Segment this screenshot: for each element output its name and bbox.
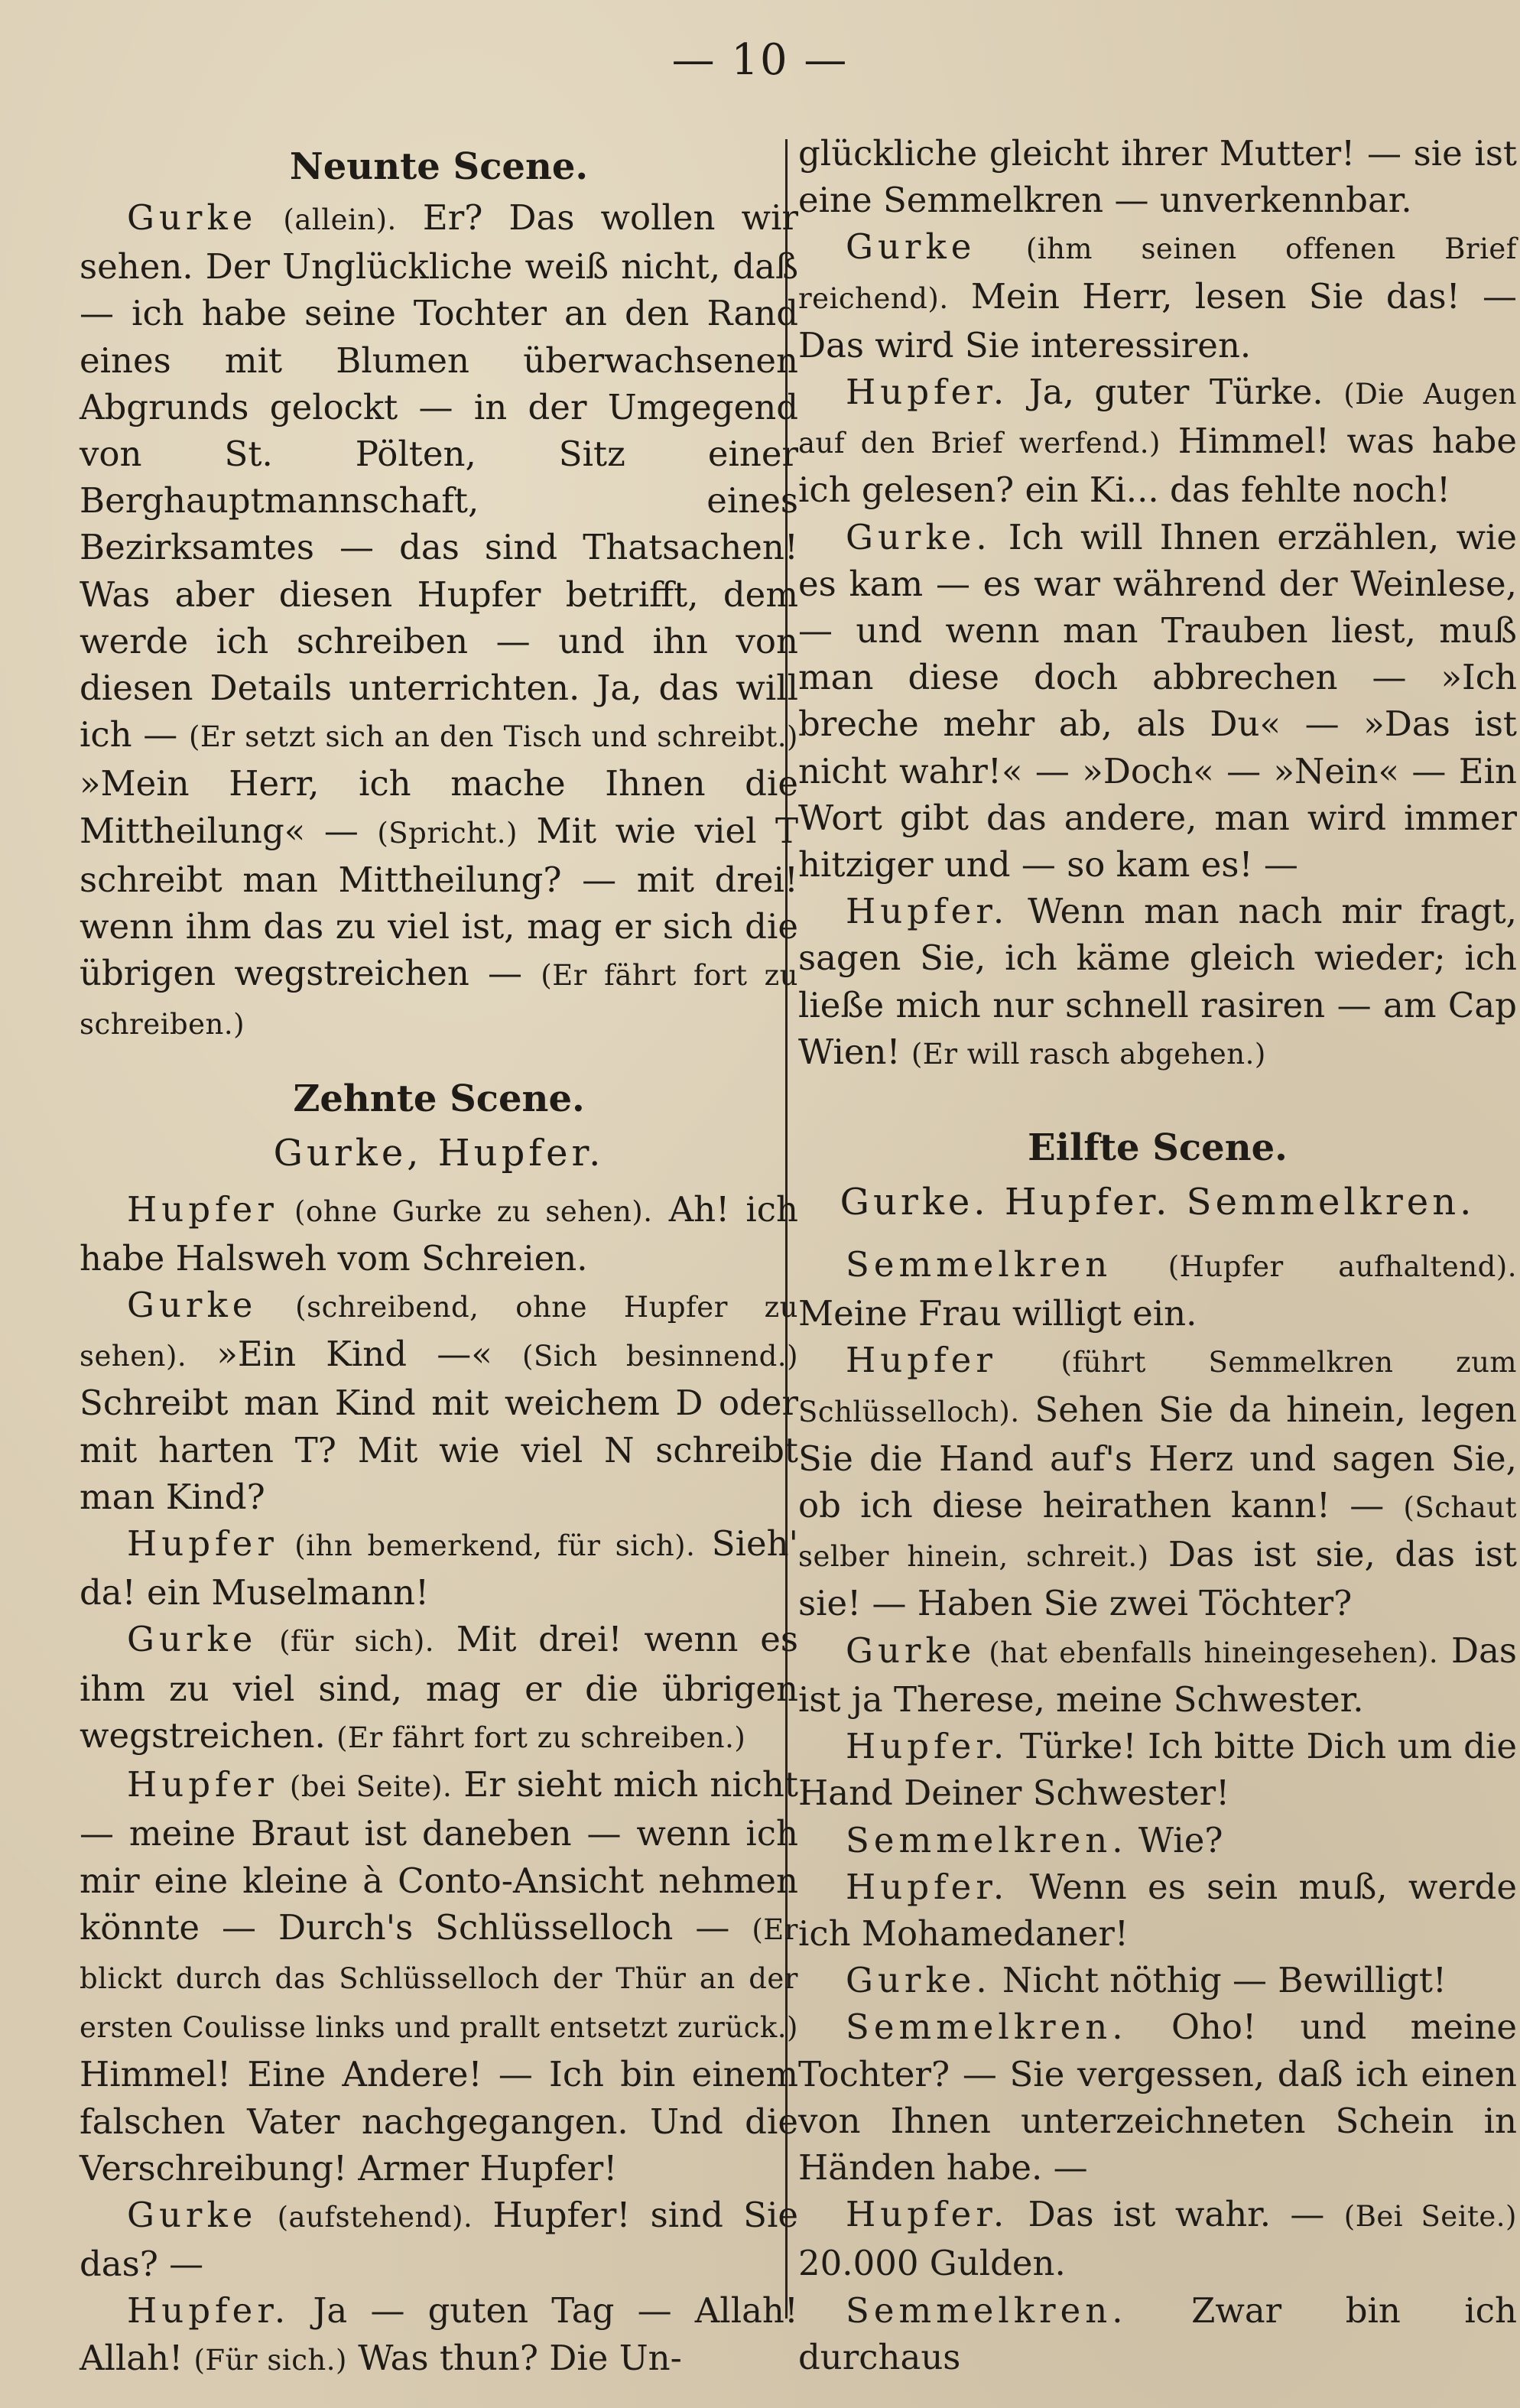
speech-text: »Mein Herr, ich mache Ihnen die Mittheilung« — <box>80 763 798 851</box>
speaker-name: Gurke <box>127 1285 258 1326</box>
speech-text: Sehen Sie da hinein, legen Sie die Hand auf's Herz und sagen Sie, ob ich diese heirathen kann! — <box>798 1389 1517 1526</box>
stage-direction: (Schaut selber hinein, schreit.) <box>798 1491 1517 1574</box>
stage-direction: (aufstehend). <box>277 2200 473 2234</box>
stage-direction: (ohne Gurke zu sehen). <box>294 1194 653 1228</box>
speech-hupfer-1 <box>80 1186 798 1282</box>
speech-gurke-5 <box>798 223 1517 369</box>
speech-hupfer-9 <box>798 1864 1517 1957</box>
speech-text: Wenn es sein muß, werde ich Mohamedaner! <box>798 1866 1517 1954</box>
speech-text: Nicht nöthig — Bewilligt! <box>1002 1960 1447 2001</box>
speech-text: Wie? <box>1138 1819 1223 1860</box>
left-column <box>80 139 798 2384</box>
speech-text: Er? Das wollen wir sehen. Der Unglückliche weiß nicht, daß — ich habe seine Tochter an den Rand eines mit Blumen überwachsenen Abgrunds gelockt — in der Umgegend von St. Pölten, Sitz einer Berghauptmannschaft, eines Bezirksamtes — das sind Thatsachen! Was aber diesen Hupfer betrifft, dem werde ich schreiben — und ihn von diesen Details unterrichten. Ja, das will ich — <box>80 197 798 756</box>
stage-direction: (Die Augen auf den Brief werfend.) <box>798 378 1517 460</box>
speech-text: Schreibt man Kind mit weichem D oder mit harten T? Mit wie viel N schreibt man Kind? <box>80 1383 798 1517</box>
speech-semmelkren-3 <box>798 2003 1517 2191</box>
speaker-name: Hupfer <box>127 1523 278 1565</box>
right-column <box>798 130 1517 2380</box>
speaker-name: Hupfer. <box>846 891 1009 932</box>
stage-direction: (Er setzt sich an den Tisch und schreibt.) <box>188 720 798 754</box>
speech-hupfer-3 <box>80 1761 798 2192</box>
stage-direction: (hat ebenfalls hineingesehen). <box>989 1636 1439 1669</box>
stage-direction: (für sich). <box>279 1625 435 1659</box>
speaker-name: Gurke <box>127 2194 258 2235</box>
scene-cast-11: Gurke. Hupfer. Semmelkren. <box>840 1181 1476 1224</box>
speech-gurke-8 <box>798 1957 1517 2003</box>
speech-text: Das ist wahr. — <box>1028 2194 1325 2235</box>
speech-hupfer-4 <box>80 2287 798 2383</box>
speech-text: Das ist ja Therese, meine Schwester. <box>798 1630 1517 1720</box>
speech-gurke-4 <box>80 2192 798 2287</box>
speaker-name: Hupfer. <box>846 1726 1009 1767</box>
speaker-name: Hupfer <box>846 1340 997 1381</box>
speech-hupfer-2 <box>80 1520 798 1616</box>
speech-text: Sieh' da! ein Muselmann! <box>80 1523 798 1613</box>
speech-text: glückliche gleicht ihrer Mutter! — sie ist eine Semmelkren — unverkennbar. <box>798 133 1517 221</box>
speech-hupfer-8 <box>798 1723 1517 1816</box>
stage-direction: (Sich besinnend.) <box>522 1340 798 1373</box>
speaker-name: Hupfer <box>127 1764 278 1805</box>
speech-text: Meine Frau willigt ein. <box>798 1293 1197 1334</box>
stage-direction: (schreibend, ohne Hupfer zu sehen). <box>80 1291 798 1373</box>
speech-semmelkren-4 <box>798 2287 1517 2380</box>
scene-heading-10: Zehnte Scene. <box>293 1077 585 1120</box>
speech-hupfer-6 <box>798 888 1517 1077</box>
speech-semmelkren-1 <box>798 1241 1517 1337</box>
speech-hupfer-5 <box>798 369 1517 514</box>
speech-text: Ah! ich habe Halsweh vom Schreien. <box>80 1188 798 1279</box>
speech-text: Oho! und meine Tochter? — Sie vergessen, daß ich einen von Ihnen unterzeichneten Schein in Händen habe. — <box>798 2007 1517 2188</box>
speech-text: Himmel! Eine Andere! — Ich bin einem falschen Vater nachgegangen. Und die Verschreibung! Armer Hupfer! <box>80 2054 798 2189</box>
speech-hupfer-7 <box>798 1337 1517 1626</box>
speaker-name: Semmelkren. <box>846 1819 1128 1860</box>
speaker-name: Gurke <box>127 197 258 238</box>
stage-direction: (Er will rasch abgehen.) <box>911 1037 1266 1071</box>
speech-text: Ja — guten Tag — Allah! Allah! <box>80 2290 798 2378</box>
stage-direction: (Spricht.) <box>377 816 518 850</box>
speech-text: 20.000 Gulden. <box>798 2243 1066 2284</box>
speaker-name: Gurke. <box>846 516 992 557</box>
speech-text: Mein Herr, lesen Sie das! — Das wird Sie interessiren. <box>798 275 1517 366</box>
speech-text: Zwar bin ich durchaus <box>798 2289 1517 2377</box>
speaker-name: Gurke. <box>846 1960 992 2001</box>
stage-direction: (Hupfer aufhaltend). <box>1168 1250 1517 1284</box>
stage-direction: (führt Semmelkren zum Schlüsselloch). <box>798 1346 1517 1428</box>
speech-hupfer-10 <box>798 2191 1517 2286</box>
speaker-name: Semmelkren. <box>846 2289 1128 2331</box>
stage-direction: (Für sich.) <box>193 2343 347 2377</box>
scene-cast-10: Gurke, Hupfer. <box>273 1131 605 1175</box>
stage-direction: (Er fährt fort zu schreiben.) <box>80 959 798 1042</box>
speaker-name: Hupfer <box>127 1188 278 1230</box>
speaker-name: Semmelkren <box>846 1244 1112 1285</box>
stage-direction: (allein). <box>283 203 397 236</box>
speech-text: Türke! Ich bitte Dich um die Hand Deiner Schwester! <box>798 1726 1517 1814</box>
speech-text: Ja, guter Türke. <box>1028 372 1324 413</box>
speaker-name: Gurke <box>127 1619 258 1660</box>
speech-text: Wenn man nach mir fragt, sagen Sie, ich käme gleich wieder; ich ließe mich nur schnell rasiren — am Cap Wien! <box>798 891 1517 1072</box>
speech-text: Ich will Ihnen erzählen, wie es kam — es war während der Weinlese, — und wenn man Trauben liest, muß man diese doch abbrechen — »Ich breche mehr ab, als Du« — »Das ist nicht wahr!« — »Doch« — »Nein« — Ein Wort gibt das andere, man wird immer hitziger und — so kam es! — <box>798 516 1517 886</box>
stage-direction: (bei Seite). <box>289 1770 453 1804</box>
scene-heading-9: Neunte Scene. <box>289 145 589 188</box>
speaker-name: Hupfer. <box>846 2194 1009 2235</box>
speech-text: Mit wie viel T schreibt man Mittheilung? — mit drei! wenn ihm das zu viel ist, mag er sich die übrigen wegstreichen — <box>80 810 798 994</box>
speech-text: »Ein Kind —« <box>216 1334 492 1375</box>
stage-direction: (Er fährt fort zu schreiben.) <box>336 1721 746 1754</box>
speaker-name: Gurke <box>846 226 976 268</box>
speech-text: Himmel! was habe ich gelesen? ein Ki... das fehlte noch! <box>798 421 1517 511</box>
speech-gurke-3 <box>80 1616 798 1761</box>
stage-direction: (ihm seinen offenen Brief reichend). <box>798 232 1517 315</box>
scene-heading-11: Eilfte Scene. <box>1028 1126 1288 1170</box>
stage-direction: (ihn bemerkend, für sich). <box>294 1529 696 1563</box>
speech-text: Was thun? Die Un- <box>358 2337 682 2378</box>
speech-gurke-2 <box>80 1282 798 1520</box>
speaker-name: Gurke <box>846 1630 976 1671</box>
stage-direction: (Er blickt durch das Schlüsselloch der Thür an der ersten Coulisse links und prallt entsetzt zurück.) <box>80 1912 798 2045</box>
speech-continuation <box>798 130 1517 223</box>
speaker-name: Semmelkren. <box>846 2007 1128 2048</box>
speaker-name: Hupfer. <box>846 372 1009 413</box>
speech-gurke-6 <box>798 514 1517 889</box>
speech-gurke-7 <box>798 1627 1517 1723</box>
speech-text: Das ist sie, das ist sie! — Haben Sie zwei Töchter? <box>798 1534 1518 1624</box>
speaker-name: Hupfer. <box>127 2290 291 2332</box>
speech-semmelkren-2 <box>798 1817 1517 1864</box>
speech-text: Mit drei! wenn es ihm zu viel sind, mag er die übrigen wegstreichen. <box>80 1619 798 1756</box>
speaker-name: Hupfer. <box>846 1866 1009 1907</box>
speech-text: Er sieht mich nicht — meine Braut ist daneben — wenn ich mir eine kleine à Conto-Ansicht nehmen könnte — Durch's Schlüsselloch — <box>80 1764 798 1948</box>
speech-text: Hupfer! sind Sie das? — <box>80 2194 798 2285</box>
page-number: — 10 — <box>671 35 849 85</box>
stage-direction: (Bei Seite.) <box>1343 2200 1517 2234</box>
speech-gurke-1 <box>80 194 798 1048</box>
